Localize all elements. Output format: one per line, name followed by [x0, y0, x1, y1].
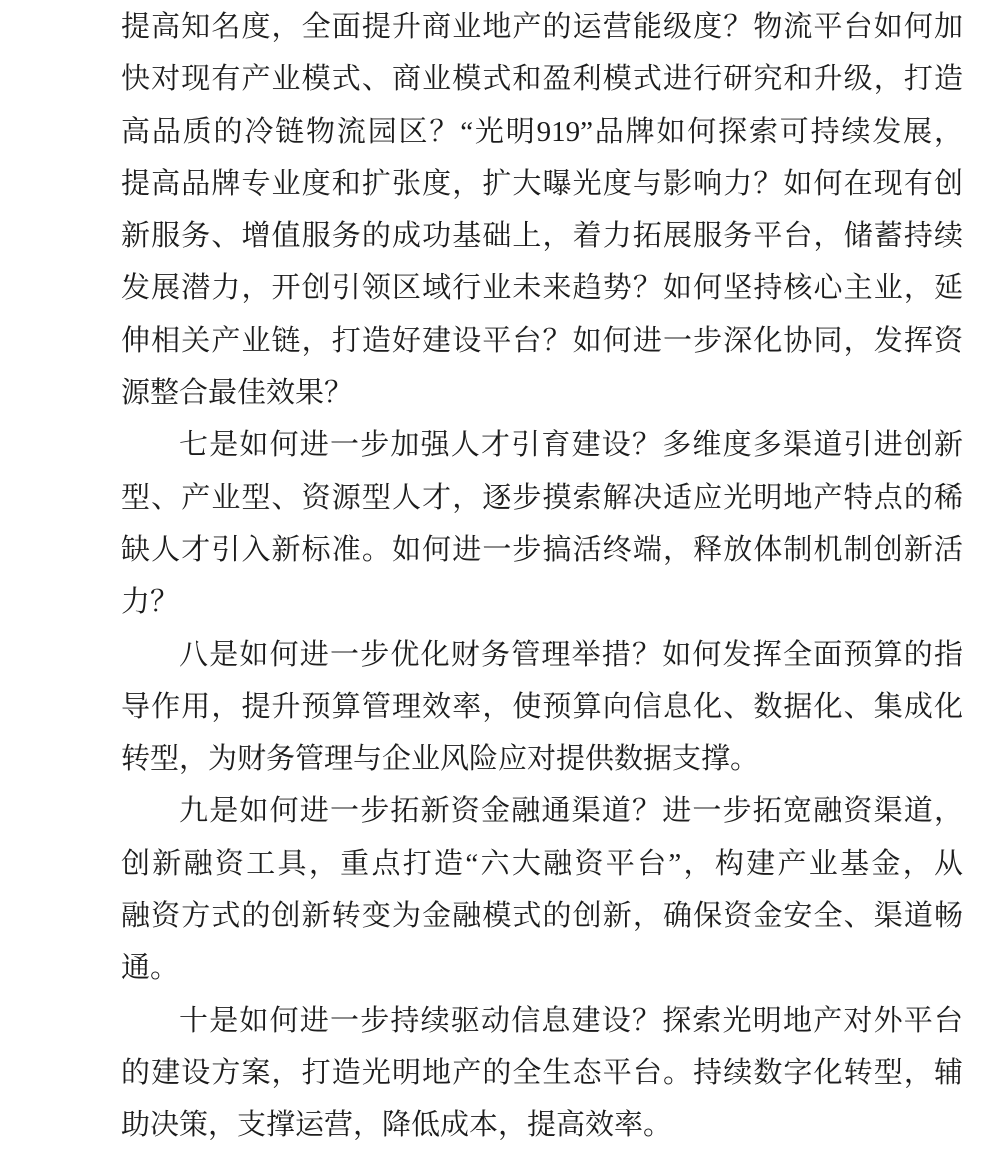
text-line: 提高知名度，全面提升商业地产的运营能级度？物流平台如何加: [121, 11, 963, 43]
text-line: 七是如何进一步加强人才引育建设？多维度多渠道引进创新: [179, 429, 963, 462]
text-line: 伸相关产业链，打造好建设平台？如何进一步深化协同，发挥资: [121, 324, 963, 357]
text-line: 提高品牌专业度和扩张度，扩大曝光度与影响力？如何在现有创: [121, 167, 963, 200]
text-line: 通。: [121, 952, 180, 985]
text-line: 力？: [121, 586, 180, 619]
paragraph: [121, 1, 963, 419]
text-line: 快对现有产业模式、商业模式和盈利模式进行研究和升级，打造: [121, 63, 963, 96]
text-line: 导作用，提升预算管理效率，使预算向信息化、数据化、集成化: [121, 690, 963, 723]
paragraph: [121, 995, 963, 1152]
text-line: 的建设方案，打造光明地产的全生态平台。持续数字化转型，辅: [121, 1056, 963, 1089]
text-line: 十是如何进一步持续驱动信息建设？探索光明地产对外平台: [179, 1004, 963, 1037]
text-line: 创新融资工具，重点打造“六大融资平台”，构建产业基金，从: [121, 847, 963, 880]
text-line: 九是如何进一步拓新资金融通渠道？进一步拓宽融资渠道，: [179, 795, 963, 828]
paragraph: [121, 785, 963, 994]
text-line: 缺人才引入新标准。如何进一步搞活终端，释放体制机制创新活: [121, 533, 963, 566]
text-line: 融资方式的创新转变为金融模式的创新，确保资金安全、渠道畅: [121, 900, 963, 933]
paragraph: [121, 629, 963, 786]
text-line: 发展潜力，开创引领区域行业未来趋势？如何坚持核心主业，延: [121, 272, 963, 305]
text-line: 新服务、增值服务的成功基础上，着力拓展服务平台，储蓄持续: [121, 220, 963, 253]
document-body: [121, 0, 963, 1152]
text-line: 高品质的冷链物流园区？“光明919”品牌如何探索可持续发展，: [121, 115, 963, 148]
text-line: 型、产业型、资源型人才，逐步摸索解决适应光明地产特点的稀: [121, 481, 963, 514]
paragraph: [121, 419, 963, 628]
text-line: 源整合最佳效果？: [121, 377, 354, 410]
text-line: 八是如何进一步优化财务管理举措？如何发挥全面预算的指: [179, 638, 963, 671]
text-line: 助决策，支撑运营，降低成本，提高效率。: [121, 1109, 673, 1142]
text-line: 转型，为财务管理与企业风险应对提供数据支撑。: [121, 743, 760, 776]
